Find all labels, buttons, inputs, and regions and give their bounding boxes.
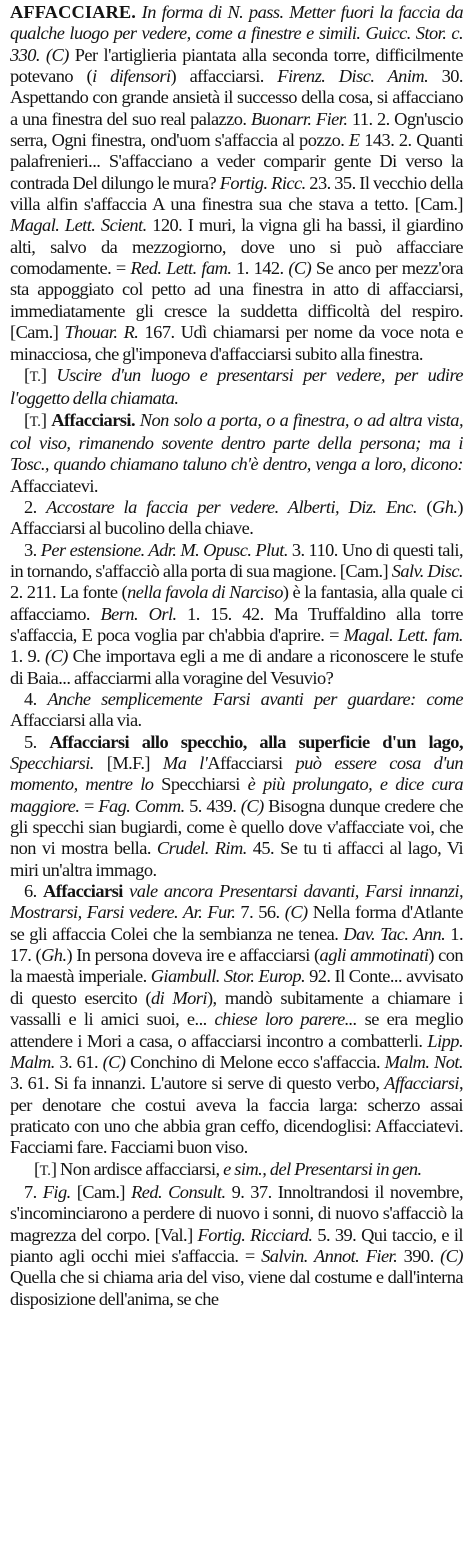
text-run: (C) <box>240 795 264 816</box>
text-run: = <box>79 795 99 816</box>
text-run: e sim., del Presentarsi in gen. <box>223 1158 422 1179</box>
text-run: Che importava egli a me di andare a riconoscere le stufe di Baia... affacciarmi alla voragine del Vesuvio? <box>10 646 464 688</box>
text-run: [ <box>34 1158 40 1179</box>
text-run: Crudel. Rim. <box>156 838 247 859</box>
text-run: Uscire d'un luogo e presentarsi per vedere, per udire l'oggetto della chiamata. <box>10 364 464 409</box>
text-run: Salv. Disc. <box>391 560 463 581</box>
text-run: Gh. <box>431 496 458 517</box>
text-run: T. <box>39 1162 51 1179</box>
text-run: ) con la maestà imperiale. <box>10 945 464 987</box>
text-run: 7. <box>24 1181 43 1202</box>
text-run: 5. 439. <box>184 795 241 816</box>
text-run: Affacciarsi alla via. <box>10 710 142 731</box>
text-run: Specchiarsi <box>153 774 248 795</box>
text-run: [ <box>24 364 30 385</box>
text-run: 1. 15. 42. Ma Truffaldino alla torre s'affaccia, E poca voglia par ch'abbia d'aprire. = <box>10 603 463 645</box>
text-run: nella favola di Narciso <box>127 582 283 603</box>
text-run: 3. 61. Si fa innanzi. L'autore si serve di questo verbo, <box>10 1073 385 1094</box>
entry-paragraph-2 <box>10 365 463 410</box>
text-run: 3. 61. <box>54 1051 103 1072</box>
text-run: 92. Il Conte... avvisato di questo esercito ( <box>10 966 463 1008</box>
text-run: Nella forma d'Atlante se gli affaccia Colei che la sembianza ne tenea. <box>10 902 463 944</box>
text-run: Lipp. Malm. <box>10 1030 463 1072</box>
text-run: 4. <box>24 689 48 709</box>
text-run: Per estensione. Adr. M. Opusc. Plut. <box>40 539 288 560</box>
text-run: 30. Aspettando con grande ansietà il successo della cosa, si affacciano a una finestra del suo real palazzo. <box>10 66 463 129</box>
sense-4 <box>10 689 463 732</box>
text-run: 1. 142. <box>231 258 289 279</box>
text-run: agli ammotinati <box>319 945 429 966</box>
text-run: Non solo a porta, o a finestra, o ad altra vista, col viso, rimanendo sovente dentro parte della persona; ma i Tosc., quando chiamano taluno ch'è dentro, venga a loro, dicono: <box>10 409 463 475</box>
text-run: Quella che si chiama aria del viso, viene dal costume e dall'interna disposizione dell'anima, se che <box>10 1267 463 1309</box>
text-run: 23. 35. Il vecchio della villa alfin s'affaccia A una finestra sua che stava a tetto. [Cam.] <box>10 172 463 215</box>
text-run: di Mori <box>150 987 207 1008</box>
entry-paragraph-1 <box>10 2 463 365</box>
text-run: Thouar. R. <box>64 322 139 343</box>
text-run: ( <box>416 496 432 517</box>
text-run: ) Affacciarsi al bucolino della chiave. <box>10 496 463 539</box>
text-run: Specchiarsi. <box>10 753 94 774</box>
sense-7 <box>10 1182 463 1310</box>
text-run: 6. <box>24 881 44 902</box>
text-run: Accostare la faccia per vedere. Alberti, Diz. Enc. <box>46 496 417 517</box>
text-run: (C) <box>284 902 308 923</box>
text-run: ) affacciarsi. <box>170 66 278 87</box>
text-run: 167. Udì chiamarsi per nome da voce nota e minacciosa, che gl'imponeva d'affacciarsi subito alla finestra. <box>10 322 464 364</box>
text-run: [Cam.] <box>70 1181 132 1202</box>
text-run: Affacciarsi <box>207 753 283 774</box>
text-run: 2. <box>24 496 47 517</box>
text-run: Per l'artiglieria piantata alla seconda torre, difficilmente potevano ( <box>10 44 463 87</box>
text-run: i difensori <box>92 66 171 87</box>
text-run: 3. 110. Uno di questi tali, in tornando, s'affacciò alla porta di sua magione. [Cam.] <box>10 539 463 581</box>
text-run: E <box>348 130 360 151</box>
entry-headword: AFFACCIARE. <box>10 2 136 22</box>
text-run: 1. 9. <box>10 646 45 667</box>
text-run: Affacciarsi <box>43 881 123 902</box>
text-run: , per denotare che costui aveva la faccia larga: scherzo assai praticato con uno che abbia gran ceffo, dicendoglisi: Affacciatevi. Facciami fare. Facciami buon viso. <box>10 1073 463 1158</box>
text-run: Giambull. Stor. Europ. <box>150 966 306 987</box>
text-run: Affacciarsi. <box>51 409 136 430</box>
text-run: vale ancora Presentarsi davanti, Farsi innanzi, Mostrarsi, Farsi vedere. Ar. Fur. <box>10 881 463 923</box>
text-run: Bisogna dunque credere che gli specchi sian bugiardi, come è quello dove v'affacciate voi, che non vi mostra bella. <box>10 795 463 859</box>
text-run: Fortig. Ricciard. <box>197 1224 313 1245</box>
sense-3 <box>10 540 463 689</box>
text-run: Firenz. Disc. Anim. <box>277 66 429 87</box>
text-run: 2. 211. La fonte ( <box>10 582 128 603</box>
text-run: 1. 17. ( <box>10 923 463 966</box>
text-run: Buonarr. Fier. <box>250 108 348 129</box>
text-run: Malm. Not. <box>384 1051 463 1072</box>
text-run: 5. 39. Qui taccio, e il pianto agli occhi miei s'affaccia. = <box>10 1224 463 1266</box>
text-run: ] Non ardisce affacciarsi, <box>50 1158 224 1179</box>
text-run: 143. 2. Quanti palafrenieri... S'affacciano a veder comparir gente Di verso la contrada Del dilungo le mura? <box>10 130 464 193</box>
text-run: Conchino di Melone ecco s'affaccia. <box>125 1051 385 1072</box>
sense-2 <box>10 497 463 540</box>
text-run: [M.F.] <box>93 753 163 774</box>
text-run: ), mandò subitamente a chiamare i vassalli e li amici suoi, e... <box>10 987 463 1030</box>
text-run: 7. 56. <box>235 902 285 923</box>
text-run: è più prolungato, e dice cura maggiore. <box>10 774 463 816</box>
text-run: Fortig. Ricc. <box>219 172 306 193</box>
text-run: ] <box>40 364 57 385</box>
text-run: T. <box>29 413 41 430</box>
text-run: Bern. Orl. <box>100 603 177 624</box>
text-run: 390. <box>397 1245 441 1266</box>
text-run: Affacciarsi allo specchio, alla superficie d'un lago, <box>49 731 463 752</box>
text-run: Gh. <box>41 945 67 966</box>
text-run: 9. 37. Innoltrandosi il novembre, s'incominciarono a perdere di nuovo i sonni, di nuovo s'affacciò la magrezza del corpo. [Val.] <box>10 1181 463 1245</box>
sense-6 <box>10 881 463 1158</box>
text-run: 11. 2. Ogn'uscio serra, Ogni finestra, ond'uom s'affaccia al pozzo. <box>10 108 463 151</box>
text-run: può essere cosa d'un momento, mentre lo <box>10 753 463 795</box>
text-run: Affacciatevi. <box>10 475 98 496</box>
text-run: T. <box>29 368 41 385</box>
text-run: Magal. Lett. fam. <box>343 624 463 645</box>
text-run: 120. I muri, la vigna gli ha bassi, il giardino alti, salvo da mezzogiorno, dove uno si può affacciare comodamente. = <box>10 215 463 279</box>
sense-6-note <box>10 1159 463 1182</box>
text-run: 45. Se tu ti affacci al lago, Vi miri un'altra immago. <box>10 838 464 880</box>
text-run: (C) <box>39 44 69 65</box>
text-run: Salvin. Annot. Fier. <box>261 1245 398 1266</box>
text-run: 3. <box>24 539 41 560</box>
text-run: Ma l' <box>162 753 208 774</box>
text-run: (C) <box>45 646 68 667</box>
text-run: ) è la fantasia, alla quale ci affacciamo. <box>10 582 464 624</box>
text-run: [ <box>24 409 30 430</box>
entry-paragraph-3 <box>10 410 463 497</box>
text-run: Fag. Comm. <box>98 795 185 816</box>
text-run: chiese loro parere... <box>214 1009 357 1030</box>
text-run: (C) <box>288 258 312 279</box>
text-run: se era meglio attendere i Mori a casa, o affacciarsi incontro a combatterli. <box>10 1009 463 1051</box>
text-run: (C) <box>102 1051 126 1072</box>
text-run: Magal. Lett. Scient. <box>10 215 147 236</box>
sense-5 <box>10 732 463 881</box>
text-run: Red. Consult. <box>131 1181 226 1202</box>
text-run: ] <box>40 409 52 430</box>
text-run: Red. Lett. fam. <box>130 258 232 279</box>
text-run: (C) <box>440 1245 463 1266</box>
text-run: ) In persona doveva ire e affacciarsi ( <box>66 945 320 966</box>
text-run: Anche semplicemente Farsi avanti per guardare: come <box>47 689 463 709</box>
text-run: Fig. <box>42 1181 71 1202</box>
text-run: Se anco per mezz'ora sta appoggiato col petto ad una finestra in atto di affacciarsi, immediatamente gli cresce la suddetta difficoltà del respiro. [Cam.] <box>10 258 463 343</box>
text-run: Affacciarsi <box>384 1073 459 1094</box>
text-run: 5. <box>24 731 50 752</box>
text-run: Dav. Tac. Ann. <box>343 923 446 944</box>
text-run: In forma di N. pass. Metter fuori la faccia da qualche luogo per vedere, come a finestre e simili. Guicc. Stor. c. 330. <box>10 2 463 65</box>
